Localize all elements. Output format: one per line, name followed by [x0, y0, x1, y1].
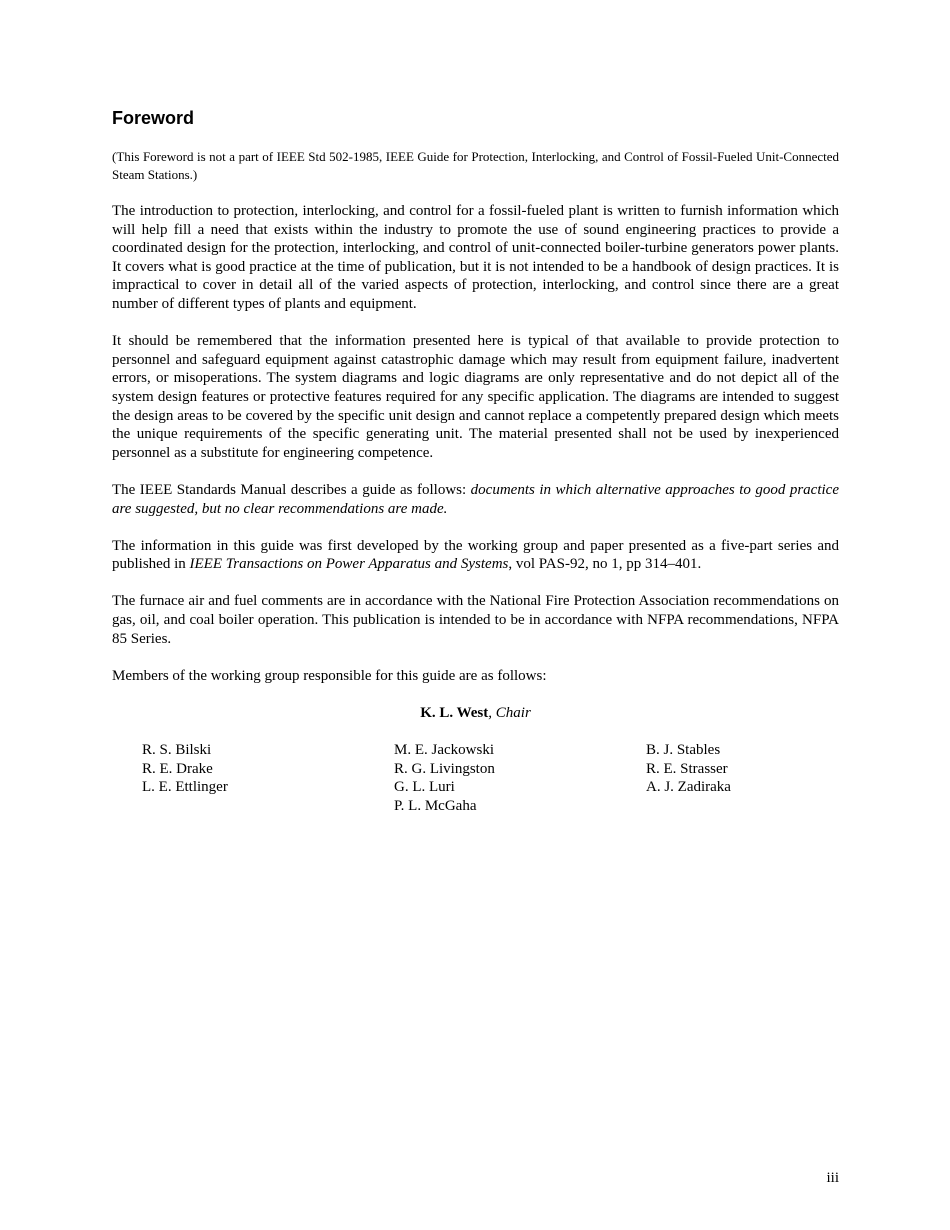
standards-manual-lead-text: The IEEE Standards Manual describes a guide as follows:	[112, 481, 471, 498]
paragraph-nfpa: The furnace air and fuel comments are in accordance with the National Fire Protection Association recommendations on gas, oil, and coal boiler operation. This publication is intended to be in accordance with NFPA recommendations, NFPA 85 Series.	[112, 593, 839, 647]
member-column-2	[394, 741, 495, 815]
member-name: A. J. Zadiraka	[646, 779, 731, 796]
member-list	[112, 741, 839, 821]
chair-name: K. L. West	[420, 705, 489, 722]
member-column-1	[142, 741, 228, 797]
member-name: M. E. Jackowski	[394, 742, 494, 759]
publication-lead-text: The information in this guide was first developed by the working group and paper presented as a five-part series and published in	[112, 537, 839, 573]
paragraph-standards-manual	[112, 481, 839, 518]
member-name: P. L. McGaha	[394, 798, 477, 814]
working-group-chair	[112, 704, 839, 723]
page-number: iii	[826, 1170, 839, 1186]
paragraph-information-typical: It should be remembered that the information presented here is typical of that available to provide protection to personnel and safeguard equipment against catastrophic damage which may result from equipment failure, inadvertent errors, or misoperations. The system diagrams and logic diagrams are only representative and do not depict all of the system design features or protective features required for any specific application. The diagrams are intended to suggest the design areas to be covered by the specific unit design and cannot replace a competently prepared design which meets the unique requirements of the specific generating unit. The material presented shall not be used by inexperienced personnel as a substitute for engineering competence.	[112, 333, 839, 461]
member-name: G. L. Luri	[394, 779, 455, 796]
paragraph-members-intro: Members of the working group responsible for this guide are as follows:	[112, 667, 547, 684]
publication-citation-text: , vol PAS-92, no 1, pp 314–401.	[508, 556, 702, 573]
member-column-3	[646, 741, 731, 797]
foreword-disclaimer-note: (This Foreword is not a part of IEEE Std 502-1985, IEEE Guide for Protection, Interlocking, and Control of Fossil-Fueled Unit-Connected Steam Stations.)	[112, 149, 839, 182]
guide-definition-italic: documents in which alternative approaches to good practice are suggested, but no clear recommendations are made.	[112, 481, 839, 517]
member-name: R. E. Drake	[142, 760, 213, 777]
member-name: R. G. Livingston	[394, 760, 495, 777]
paragraph-publication-history	[112, 537, 839, 574]
journal-title-italic: IEEE Transactions on Power Apparatus and Systems	[189, 556, 509, 573]
page-title: Foreword	[112, 108, 195, 128]
member-name: R. S. Bilski	[142, 742, 212, 759]
member-name: R. E. Strasser	[646, 760, 728, 777]
foreword-page	[112, 106, 839, 821]
chair-role: , Chair	[488, 705, 531, 722]
paragraph-introduction: The introduction to protection, interlocking, and control for a fossil-fueled plant is written to furnish information which will help fill a need that exists within the industry to promote the use of sound engineering practices to provide a coordinated design for the protection, interlocking, and control of unit-connected boiler-turbine generators power plants. It covers what is good practice at the time of publication, but it is not intended to be a handbook of design practices. It is impractical to cover in detail all of the varied aspects of protection, interlocking, and control since there are a great number of different types of plants and equipment.	[112, 203, 839, 312]
member-name: L. E. Ettlinger	[142, 779, 228, 796]
member-name: B. J. Stables	[646, 742, 721, 759]
